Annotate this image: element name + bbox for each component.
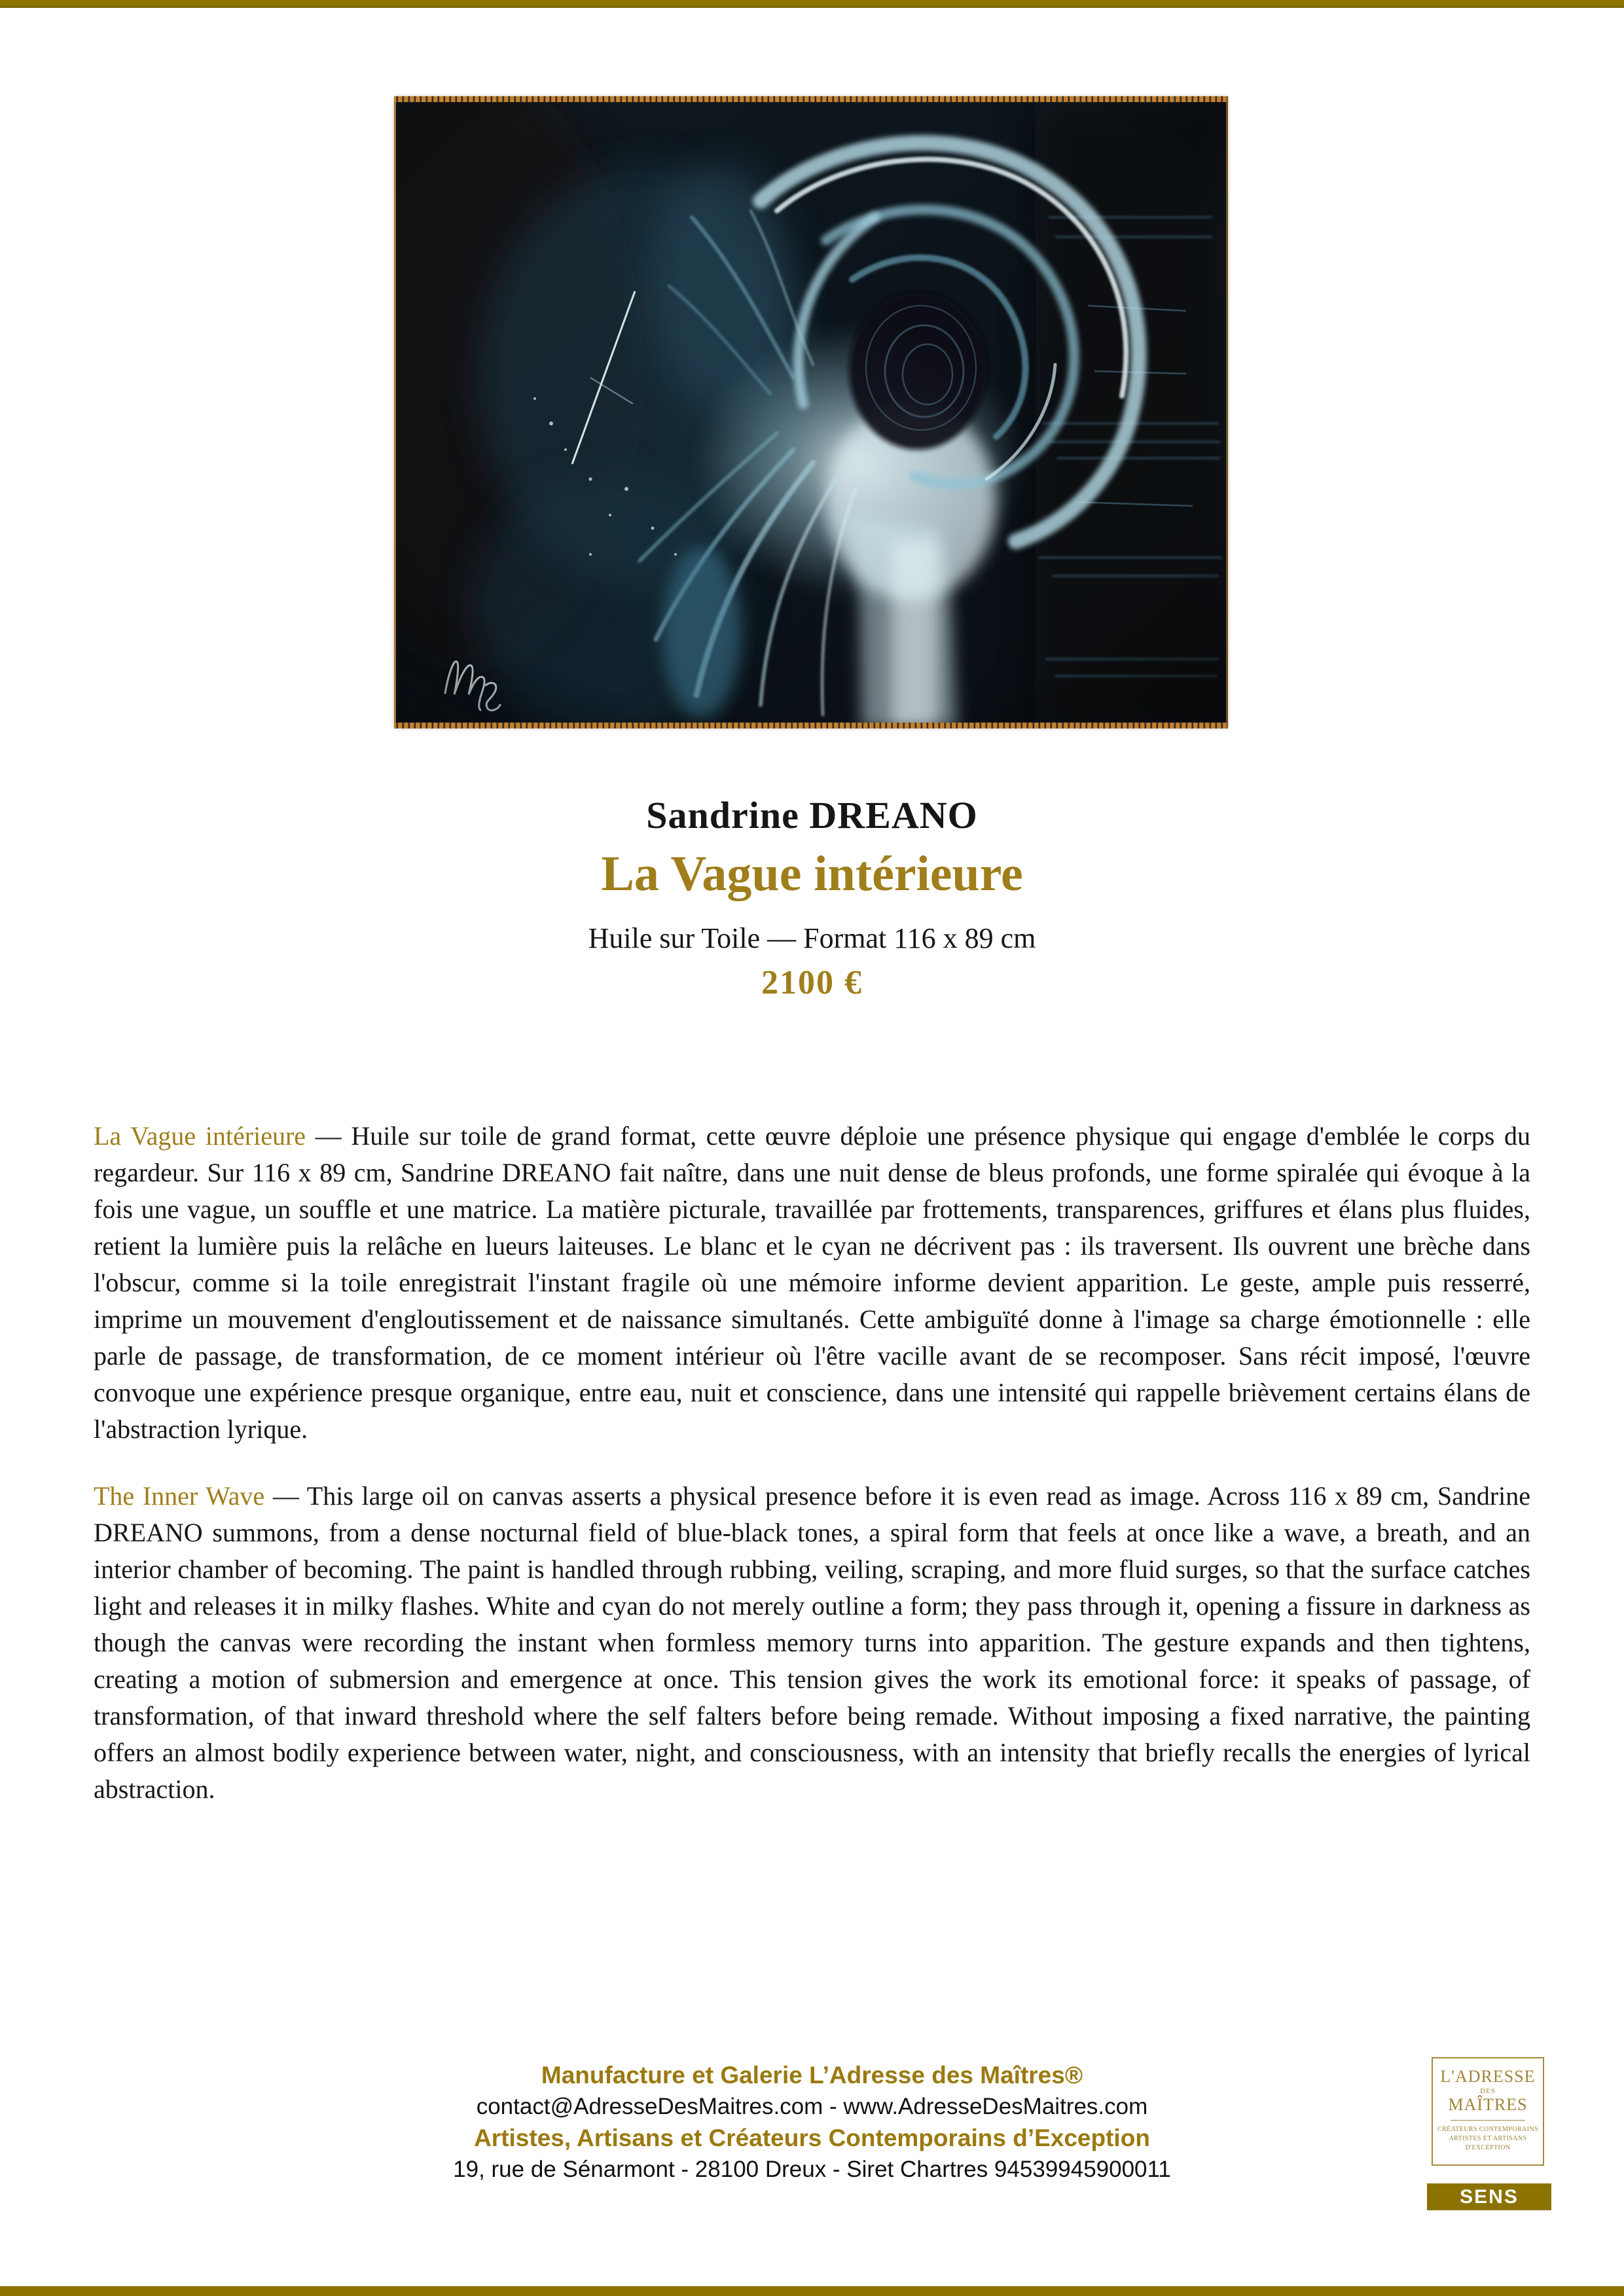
description-english-lead: The Inner Wave — [94, 1481, 265, 1511]
logo-subtitle-1: CRÉATEURS CONTEMPORAINS — [1437, 2126, 1538, 2133]
description-french — [94, 1118, 1530, 1448]
artwork-medium-format: Huile sur Toile — Format 116 x 89 cm — [588, 922, 1036, 954]
logo-subtitle-3: D'EXCEPTION — [1465, 2144, 1511, 2151]
logo-adresse: L'ADRESSE — [1440, 2067, 1536, 2086]
footer — [0, 2060, 1624, 2185]
description-french-lead: La Vague intérieure — [94, 1121, 306, 1151]
artist-name: Sandrine DREANO — [646, 794, 978, 836]
footer-tagline: Artistes, Artisans et Créateurs Contemporains d’Exception — [474, 2125, 1150, 2151]
footer-address-line: 19, rue de Sénarmont - 28100 Dreux - Siret Chartres 94539945900011 — [453, 2157, 1171, 2182]
footer-contact-line: contact@AdresseDesMaitres.com - www.AdresseDesMaitres.com — [476, 2094, 1148, 2119]
artwork-price: 2100 € — [761, 964, 863, 1001]
canvas-stitched-edge-top — [394, 96, 1228, 102]
canvas-stitched-edge-bottom — [394, 723, 1228, 728]
logo-des: DES — [1480, 2087, 1496, 2095]
top-accent-bar — [0, 0, 1624, 8]
abstract-painting — [394, 96, 1228, 728]
gallery-logo — [1432, 2057, 1544, 2166]
artwork-descriptions — [94, 1118, 1530, 1808]
description-english — [94, 1478, 1530, 1808]
artwork-title: La Vague intérieure — [601, 846, 1023, 901]
footer-gallery-name: Manufacture et Galerie L’Adresse des Maîtres® — [541, 2062, 1083, 2089]
artwork-image — [394, 96, 1228, 728]
logo-subtitle-2: ARTISTES ET ARTISANS — [1449, 2135, 1527, 2142]
logo-divider — [1451, 2120, 1525, 2121]
logo-maitres: MAÎTRES — [1448, 2095, 1528, 2114]
description-english-body: — This large oil on canvas asserts a physical presence before it is even read as image. Across 116 x 89 cm, Sandrine DREANO summons, from a dense nocturnal field of blue-black tones, a spiral form that feels at once like a wave, a breath, and an interior chamber of becoming. The paint is handled through rubbing, veiling, scraping, and more fluid surges, so that the surface catches light and releases it in milky flashes. White and cyan do not merely outline a form; they pass through it, opening a fissure in darkness as though the canvas were recording the instant when formless memory turns into apparition. The gesture expands and then tightens, creating a motion of submersion and emergence at once. This tension gives the work its emotional force: it speaks of passage, of transformation, of that inward threshold where the self falters before being remade. Without imposing a fixed narrative, the painting offers an almost bodily experience between water, night, and consciousness, with an intensity that briefly recalls the energies of lyrical abstraction. — [94, 1481, 1531, 1804]
description-french-body: — Huile sur toile de grand format, cette œuvre déploie une présence physique qui engage d'emblée le corps du regardeur. Sur 116 x 89 cm, Sandrine DREANO fait naître, dans une nuit dense de bleus profonds, une forme spiralée qui évoque à la fois une vague, un souffle et une matrice. La matière picturale, travaillée par frottements, transparences, griffures et élans plus fluides, retient la lumière puis la relâche en lueurs laiteuses. Le blanc et le cyan ne décrivent pas : ils traversent. Ils ouvrent une brèche dans l'obscur, comme si la toile enregistrait l'instant fragile où une mémoire informe devient apparition. Le geste, ample puis resserré, imprime un mouvement d'engloutissement et de naissance simultanés. Cette ambiguïté donne à l'image sa charge émotionnelle : elle parle de passage, de transformation, de ce moment intérieur où l'être vacille avant de se recomposer. Sans récit imposé, l'œuvre convoque une expérience presque organique, entre eau, nuit et conscience, dans une intensité qui rappelle brièvement certains élans de l'abstraction lyrique. — [94, 1121, 1531, 1444]
bottom-accent-bar — [0, 2286, 1624, 2296]
sens-badge: SENS — [1427, 2183, 1551, 2210]
